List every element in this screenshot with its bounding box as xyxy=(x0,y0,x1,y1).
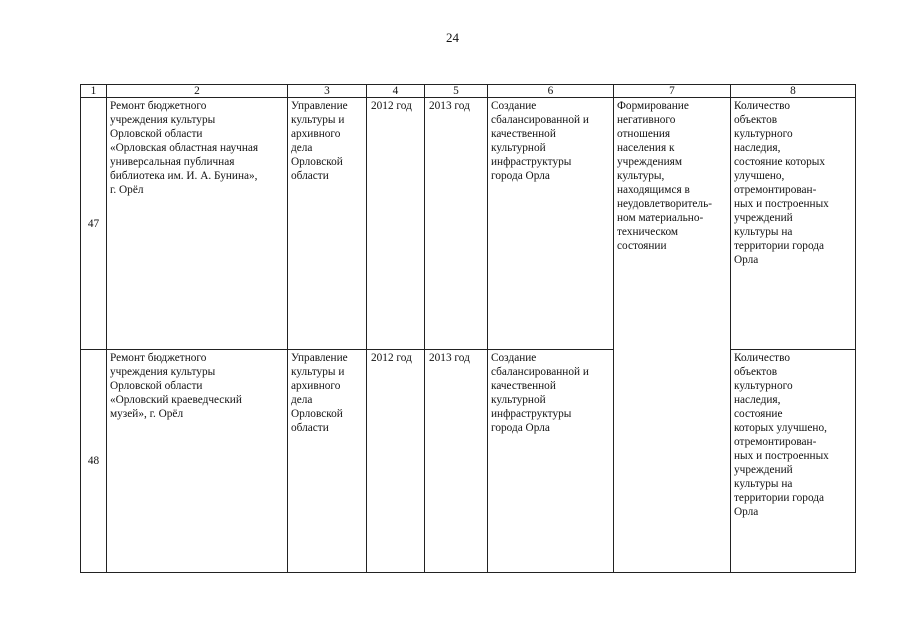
start-year-cell: 2012 год xyxy=(367,350,425,573)
column-header-1: 1 xyxy=(81,85,107,98)
column-header-5: 5 xyxy=(425,85,488,98)
executor-cell: Управление культуры и архивного дела Орловской области xyxy=(288,350,367,573)
column-header-7: 7 xyxy=(614,85,731,98)
end-year-cell: 2013 год xyxy=(425,98,488,350)
row-number: 48 xyxy=(81,350,107,573)
column-header-2: 2 xyxy=(107,85,288,98)
column-header-4: 4 xyxy=(367,85,425,98)
page-number: 24 xyxy=(446,30,459,45)
object-name-cell: Ремонт бюджетного учреждения культуры Орловской области «Орловская областная научная универсальная публичная библиотека им. И. А. Бунина», г. Орёл xyxy=(107,98,288,350)
row-number: 47 xyxy=(81,98,107,350)
executor-cell: Управление культуры и архивного дела Орловской области xyxy=(288,98,367,350)
consequence-cell: Формирование негативного отношения населения к учреждениям культуры, находящимся в неудовлетворитель- ном материально- техническом состоянии xyxy=(614,98,731,573)
goal-cell: Создание сбалансированной и качественной культурной инфраструктуры города Орла xyxy=(488,350,614,573)
goal-cell: Создание сбалансированной и качественной культурной инфраструктуры города Орла xyxy=(488,98,614,350)
indicator-cell: Количество объектов культурного наследия, состояние которых улучшено, отремонтирован- ных и построенных учреждений культуры на территории города Орла xyxy=(731,98,856,350)
column-header-6: 6 xyxy=(488,85,614,98)
header-row xyxy=(81,85,856,98)
column-header-8: 8 xyxy=(731,85,856,98)
measures-table xyxy=(80,84,856,573)
end-year-cell: 2013 год xyxy=(425,350,488,573)
table-row xyxy=(81,350,856,573)
indicator-cell: Количество объектов культурного наследия, состояние которых улучшено, отремонтирован- ных и построенных учреждений культуры на территории города Орла xyxy=(731,350,856,573)
object-name-cell: Ремонт бюджетного учреждения культуры Орловской области «Орловский краеведческий музей», г. Орёл xyxy=(107,350,288,573)
start-year-cell: 2012 год xyxy=(367,98,425,350)
table-row xyxy=(81,98,856,350)
column-header-3: 3 xyxy=(288,85,367,98)
